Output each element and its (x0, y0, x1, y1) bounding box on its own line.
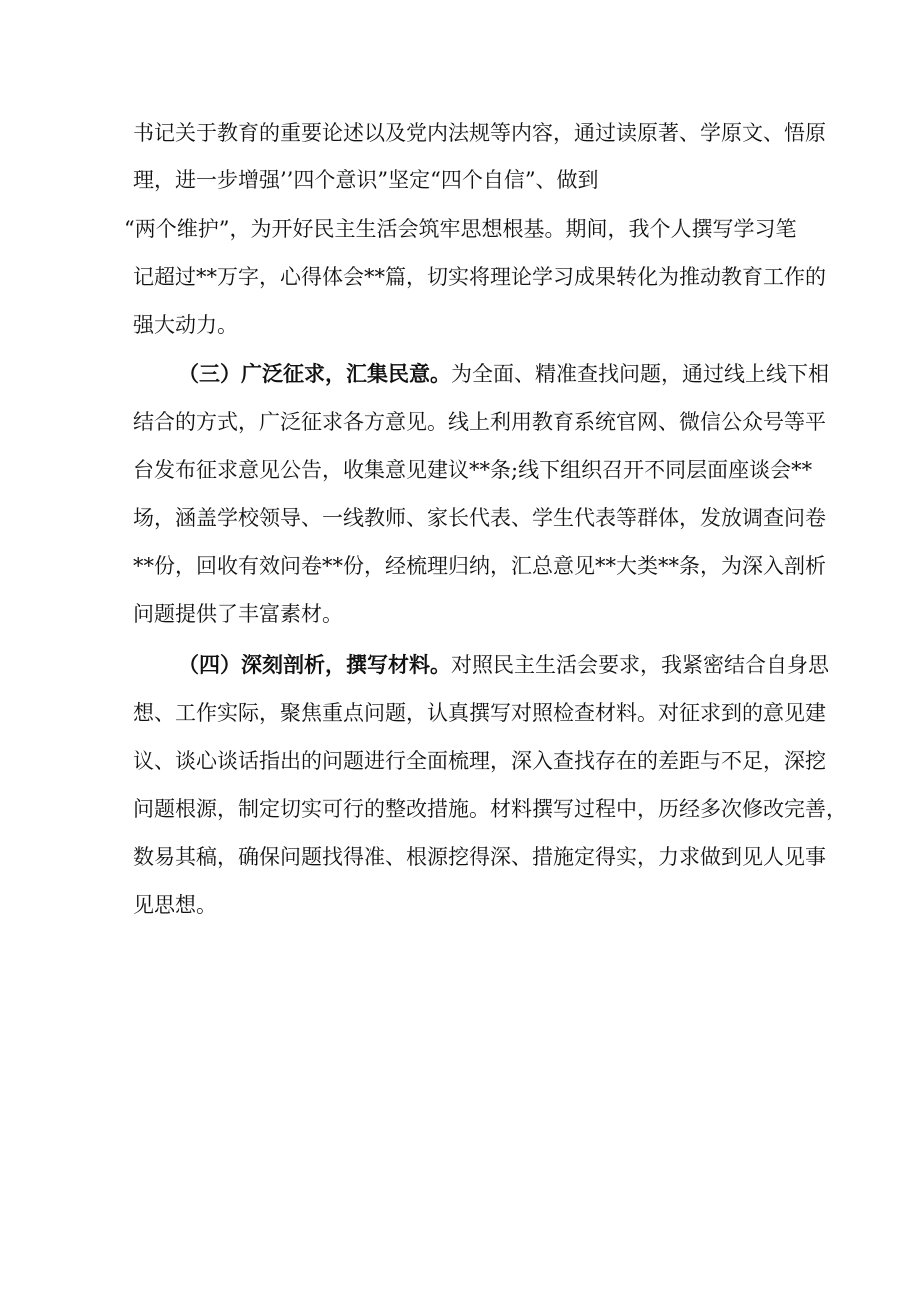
paragraph-1-line-1: 书记关于教育的重要论述以及党内法规等内容，通过读原著、学原文、悟原 (133, 121, 826, 145)
paragraph-1-line-2: 理，进一步增强’’四个意识”坚定“四个自信”、做到 (133, 168, 599, 192)
section-heading-4: （四）深刻剖析，撰写材料。 (178, 653, 451, 677)
paragraph-3-line-1 (0, 650, 920, 680)
paragraph-1-line-4: 记超过**万字，心得体会**篇，切实将理论学习成果转化为推动教育工作的 (133, 265, 826, 289)
paragraph-1-line-3: “两个维护”，为开好民主生活会筑牢思想根基。期间，我个人撰写学习笔 (124, 217, 797, 241)
paragraph-2-line-6: 问题提供了丰富素材。 (133, 602, 343, 626)
paragraph-3-line-4: 问题根源，制定切实可行的整改措施。材料撰写过程中，历经多次修改完善， (133, 797, 847, 821)
paragraph-3-line-3: 议、谈心谈话指出的问题进行全面梳理，深入查找存在的差距与不足，深挖 (133, 749, 826, 773)
paragraph-3-line-6: 见思想。 (133, 893, 217, 917)
paragraph-3-line-2: 想、工作实际，聚焦重点问题，认真撰写对照检查材料。对征求到的意见建 (133, 701, 826, 725)
paragraph-3-line-1-text: 对照民主生活会要求，我紧密结合自身思 (451, 653, 829, 677)
paragraph-2-line-2: 结合的方式，广泛征求各方意见。线上利用教育系统官网、微信公众号等平 (133, 410, 826, 434)
paragraph-2-line-4: 场，涵盖学校领导、一线教师、家长代表、学生代表等群体，发放调查问卷 (133, 506, 826, 530)
paragraph-3-line-5: 数易其稿，确保问题找得准、根源挖得深、措施定得实，力求做到见人见事 (133, 845, 826, 869)
paragraph-2-line-1 (0, 359, 920, 389)
paragraph-2-line-5: **份，回收有效问卷**份，经梳理归纳，汇总意见**大类**条，为深入剖析 (133, 554, 826, 578)
section-heading-3: （三）广泛征求，汇集民意。 (178, 362, 451, 386)
paragraph-2-line-3: 台发布征求意见公告，收集意见建议**条;线下组织召开不同层面座谈会** (133, 458, 813, 482)
paragraph-2-line-1-text: 为全面、精准查找问题，通过线上线下相 (451, 362, 829, 386)
paragraph-1-line-5: 强大动力。 (133, 313, 238, 337)
